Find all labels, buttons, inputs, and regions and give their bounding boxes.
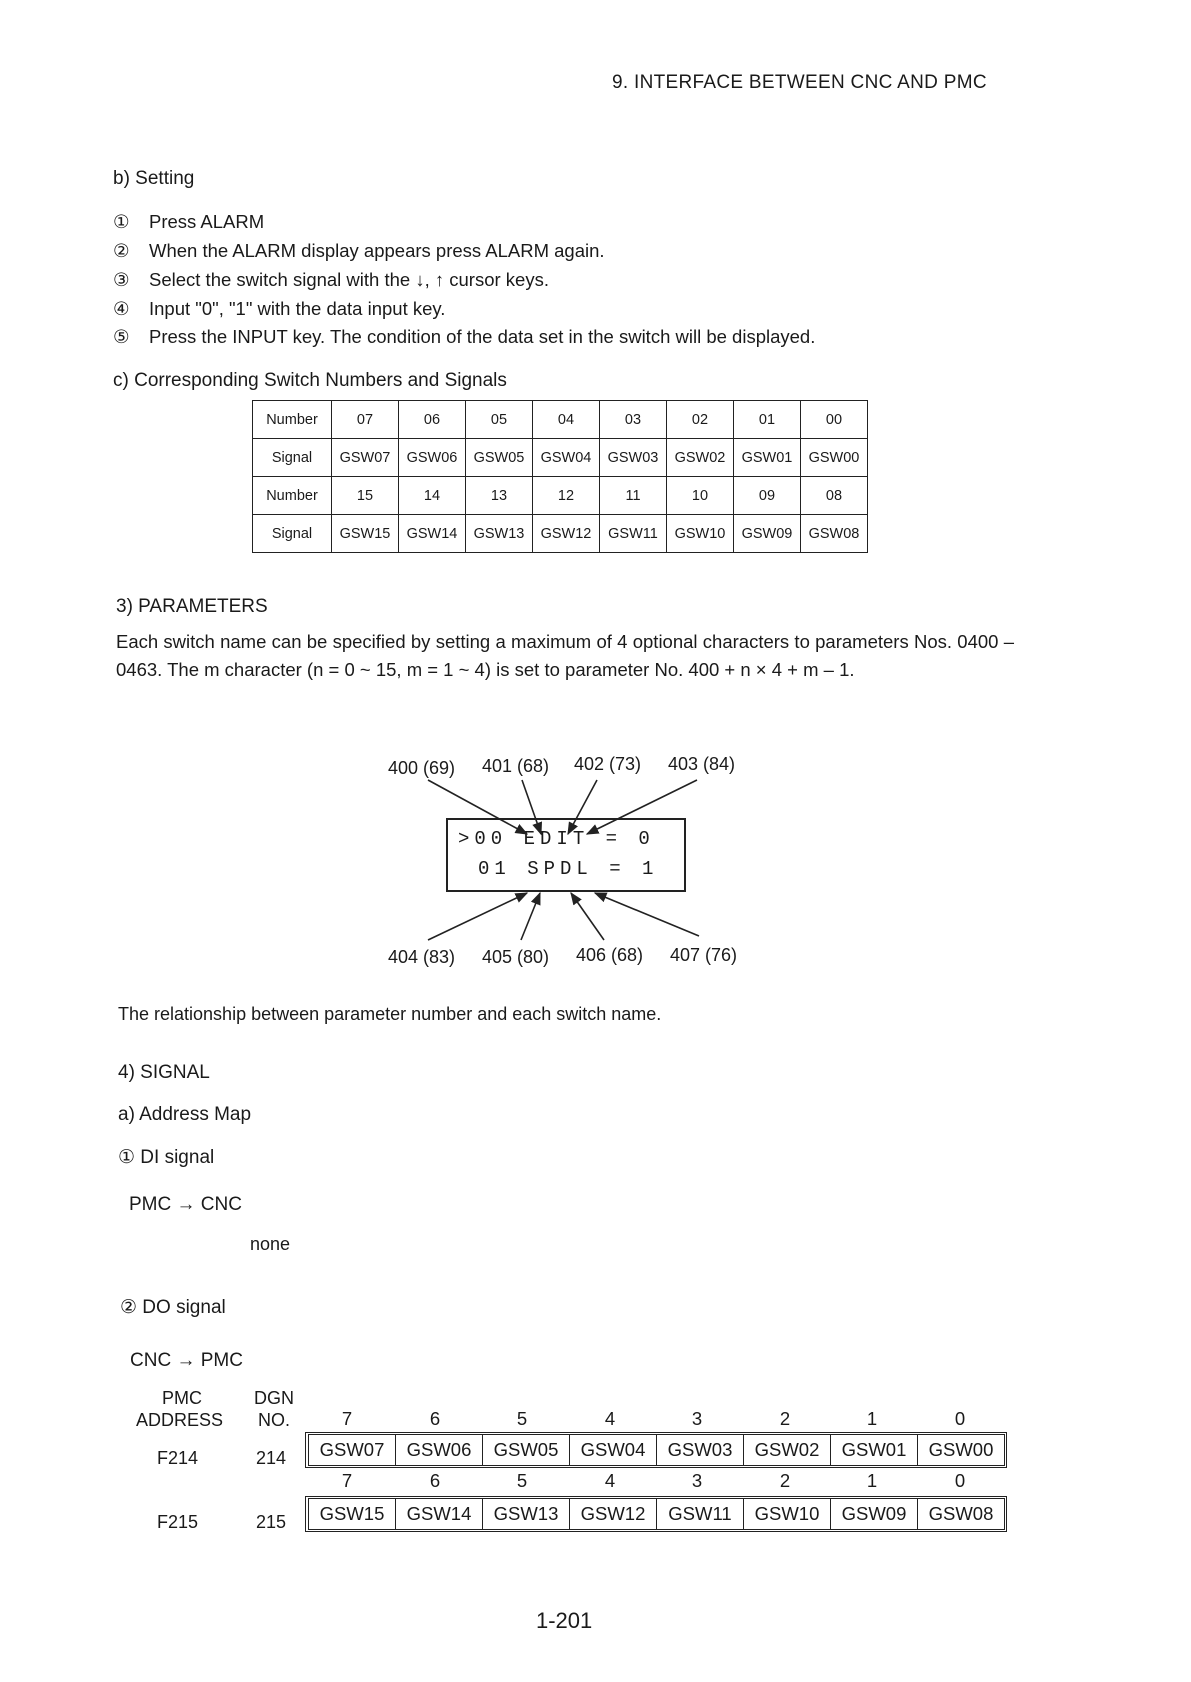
step-number: ④ bbox=[113, 298, 130, 319]
row-label: Signal bbox=[253, 439, 332, 477]
table-cell: GSW07 bbox=[332, 439, 399, 477]
arrow-405 bbox=[521, 893, 540, 940]
parameters-heading: 3) PARAMETERS bbox=[116, 596, 268, 617]
step-text: Input "0", "1" with the data input key. bbox=[149, 298, 446, 319]
lcd-line-2: 01 SPDL = 1 bbox=[478, 858, 659, 880]
table-cell: GSW15 bbox=[332, 515, 399, 553]
table-cell: GSW13 bbox=[466, 515, 533, 553]
bit-label: 0 bbox=[954, 1408, 966, 1429]
bit-label: 2 bbox=[779, 1470, 791, 1491]
bit-cell: GSW10 bbox=[744, 1499, 831, 1530]
table-cell: 00 bbox=[801, 401, 868, 439]
param-label-404: 404 (83) bbox=[388, 947, 456, 967]
arrow-401 bbox=[522, 780, 541, 834]
bit-cell: GSW08 bbox=[918, 1499, 1005, 1530]
table-cell: 03 bbox=[600, 401, 667, 439]
bit-label: 5 bbox=[516, 1408, 528, 1429]
bit-label: 1 bbox=[866, 1470, 878, 1491]
bit-cell: GSW02 bbox=[744, 1435, 831, 1466]
param-label-405: 405 (80) bbox=[482, 947, 550, 967]
step-number: ② bbox=[113, 240, 130, 261]
step-text: Press the INPUT key. The condition of the data set in the switch will be displayed. bbox=[149, 326, 816, 347]
arrow-400 bbox=[428, 780, 527, 834]
dgn-column-header: DGN bbox=[254, 1388, 294, 1408]
table-cell: 11 bbox=[600, 477, 667, 515]
dgn-no-column-header: NO. bbox=[258, 1410, 291, 1430]
table-cell: GSW03 bbox=[600, 439, 667, 477]
row-label: Signal bbox=[253, 515, 332, 553]
param-label-401: 401 (68) bbox=[482, 756, 550, 776]
address-column-header: ADDRESS bbox=[136, 1410, 224, 1430]
table-cell: 04 bbox=[533, 401, 600, 439]
bit-cell: GSW04 bbox=[570, 1435, 657, 1466]
di-value: none bbox=[250, 1234, 291, 1254]
signal-heading: 4) SIGNAL bbox=[118, 1062, 210, 1083]
table-cell: GSW14 bbox=[399, 515, 466, 553]
step-text: Press ALARM bbox=[149, 211, 265, 232]
pmc-column-header: PMC bbox=[162, 1388, 202, 1408]
table-cell: 07 bbox=[332, 401, 399, 439]
table-cell: GSW04 bbox=[533, 439, 600, 477]
step-number: ③ bbox=[113, 269, 130, 290]
dgn-number: 214 bbox=[256, 1448, 287, 1468]
bit-label: 7 bbox=[341, 1470, 353, 1491]
bit-cell: GSW03 bbox=[657, 1435, 744, 1466]
switch-table-heading: c) Corresponding Switch Numbers and Signals bbox=[113, 370, 507, 391]
table-cell: 06 bbox=[399, 401, 466, 439]
table-cell: 02 bbox=[667, 401, 734, 439]
param-label-402: 402 (73) bbox=[574, 754, 642, 774]
bit-cell: GSW11 bbox=[657, 1499, 744, 1530]
bit-label: 7 bbox=[341, 1408, 353, 1429]
step-text: Select the switch signal with the ↓, ↑ cursor keys. bbox=[149, 269, 549, 290]
parameters-paragraph: Each switch name can be specified by setting a maximum of 4 optional characters to parameters Nos. 0400 – 0463. The m character (n = 0 ~ 15, m = 1 ~ 4) is set to parameter No. 400 + n × 4 + m – 1. bbox=[116, 631, 1014, 680]
address-map-heading: a) Address Map bbox=[118, 1104, 252, 1125]
page-number: 1-201 bbox=[536, 1608, 593, 1633]
arrow-407 bbox=[595, 893, 699, 936]
bit-label: 0 bbox=[954, 1470, 966, 1491]
param-label-406: 406 (68) bbox=[576, 945, 644, 965]
dgn-number: 215 bbox=[256, 1512, 287, 1532]
step-number: ① bbox=[113, 211, 130, 232]
bit-label: 2 bbox=[779, 1408, 791, 1429]
bit-label: 3 bbox=[691, 1470, 703, 1491]
di-direction: PMC → CNC bbox=[129, 1194, 242, 1215]
row-label: Number bbox=[253, 477, 332, 515]
bit-cell: GSW12 bbox=[570, 1499, 657, 1530]
table-cell: GSW10 bbox=[667, 515, 734, 553]
table-cell: GSW09 bbox=[734, 515, 801, 553]
table-cell: 13 bbox=[466, 477, 533, 515]
diagram-caption: The relationship between parameter number and each switch name. bbox=[118, 1004, 662, 1024]
table-cell: GSW11 bbox=[600, 515, 667, 553]
lcd-line-1: >00 EDIT = 0 bbox=[458, 828, 655, 850]
table-cell: 15 bbox=[332, 477, 399, 515]
bit-label: 5 bbox=[516, 1470, 528, 1491]
param-label-403: 403 (84) bbox=[668, 754, 736, 774]
table-cell: GSW02 bbox=[667, 439, 734, 477]
bit-cell: GSW05 bbox=[483, 1435, 570, 1466]
table-cell: GSW12 bbox=[533, 515, 600, 553]
setting-heading: b) Setting bbox=[113, 168, 195, 189]
bit-cell: GSW07 bbox=[309, 1435, 396, 1466]
bit-cell: GSW01 bbox=[831, 1435, 918, 1466]
table-cell: GSW00 bbox=[801, 439, 868, 477]
bit-label: 6 bbox=[429, 1470, 441, 1491]
bit-cell: GSW00 bbox=[918, 1435, 1005, 1466]
do-signal-heading: ② DO signal bbox=[120, 1297, 226, 1318]
table-row bbox=[309, 1499, 1005, 1530]
step-text: When the ALARM display appears press ALARM again. bbox=[149, 240, 605, 261]
di-signal-heading: ① DI signal bbox=[118, 1147, 215, 1168]
bit-label: 4 bbox=[604, 1408, 616, 1429]
table-cell: 01 bbox=[734, 401, 801, 439]
table-cell: 12 bbox=[533, 477, 600, 515]
bit-cell: GSW14 bbox=[396, 1499, 483, 1530]
bit-label: 1 bbox=[866, 1408, 878, 1429]
table-cell: GSW05 bbox=[466, 439, 533, 477]
table-cell: GSW08 bbox=[801, 515, 868, 553]
arrow-402 bbox=[568, 780, 597, 834]
do-direction: CNC → PMC bbox=[130, 1350, 243, 1371]
param-label-400: 400 (69) bbox=[388, 758, 456, 778]
bit-cell: GSW13 bbox=[483, 1499, 570, 1530]
table-row bbox=[309, 1435, 1005, 1466]
table-cell: 08 bbox=[801, 477, 868, 515]
arrow-406 bbox=[571, 893, 604, 940]
table-cell: GSW01 bbox=[734, 439, 801, 477]
table-cell: 09 bbox=[734, 477, 801, 515]
table-cell: 10 bbox=[667, 477, 734, 515]
pmc-address: F215 bbox=[157, 1512, 199, 1532]
register-f214 bbox=[308, 1434, 1005, 1466]
bit-cell: GSW06 bbox=[396, 1435, 483, 1466]
table-cell: 14 bbox=[399, 477, 466, 515]
page-header: 9. INTERFACE BETWEEN CNC AND PMC bbox=[612, 72, 987, 93]
register-f215 bbox=[308, 1498, 1005, 1530]
arrow-404 bbox=[428, 893, 527, 940]
bit-label: 6 bbox=[429, 1408, 441, 1429]
step-number: ⑤ bbox=[113, 326, 130, 347]
bit-label: 4 bbox=[604, 1470, 616, 1491]
table-cell: GSW06 bbox=[399, 439, 466, 477]
bit-cell: GSW15 bbox=[309, 1499, 396, 1530]
bit-label: 3 bbox=[691, 1408, 703, 1429]
pmc-address: F214 bbox=[157, 1448, 199, 1468]
row-label: Number bbox=[253, 401, 332, 439]
arrow-403 bbox=[587, 780, 697, 834]
table-cell: 05 bbox=[466, 401, 533, 439]
param-label-407: 407 (76) bbox=[670, 945, 738, 965]
bit-cell: GSW09 bbox=[831, 1499, 918, 1530]
